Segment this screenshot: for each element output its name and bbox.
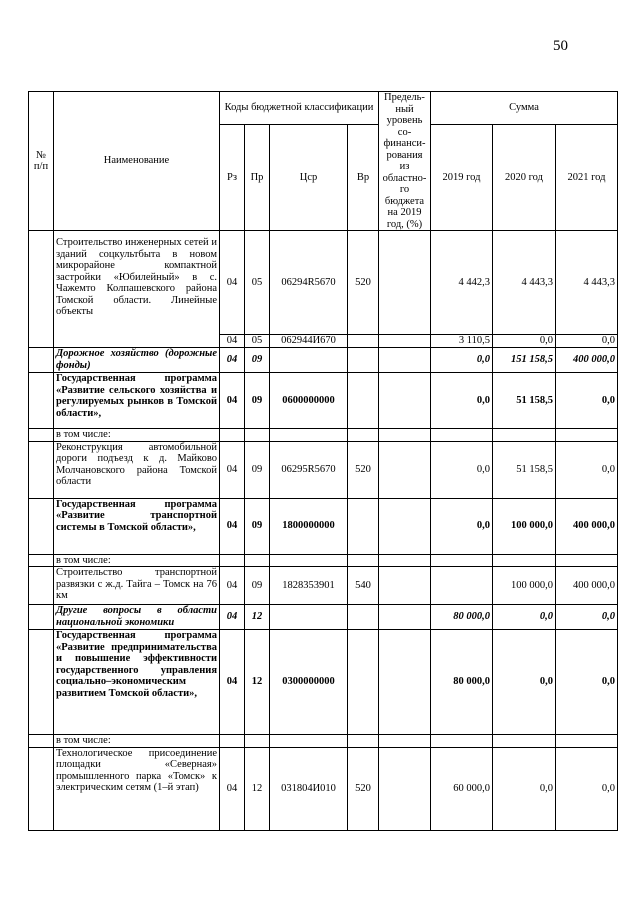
row-level (379, 348, 431, 373)
row-level (379, 441, 431, 498)
row-2021: 0,0 (556, 630, 618, 735)
row-pr: 09 (245, 498, 270, 554)
row-vr: 520 (348, 441, 379, 498)
row-csr: 06294R5670 (270, 231, 348, 335)
row-vr (348, 373, 379, 429)
header-2019: 2019 год (431, 124, 493, 230)
row-csr: 1828353901 (270, 567, 348, 605)
row-2021: 4 443,3 (556, 231, 618, 335)
row-no (29, 605, 54, 630)
row-2020: 0,0 (493, 605, 556, 630)
row-2020: 100 000,0 (493, 567, 556, 605)
row-csr: 0600000000 (270, 373, 348, 429)
row-2019 (431, 567, 493, 605)
row-2021: 0,0 (556, 441, 618, 498)
row-rz: 04 (220, 231, 245, 335)
row-pr: 05 (245, 231, 270, 335)
row-2020: 51 158,5 (493, 441, 556, 498)
table-row (29, 429, 618, 442)
row-rz: 04 (220, 605, 245, 630)
row-no (29, 348, 54, 373)
row-pr: 12 (245, 630, 270, 735)
row-2020: 51 158,5 (493, 373, 556, 429)
row-2020: 151 158,5 (493, 348, 556, 373)
row-level (379, 335, 431, 348)
row-vr: 520 (348, 747, 379, 830)
row-no (29, 429, 54, 442)
row-vr: 520 (348, 231, 379, 335)
table-row (29, 747, 618, 830)
row-2021: 0,0 (556, 747, 618, 830)
row-no (29, 441, 54, 498)
row-level (379, 747, 431, 830)
row-no (29, 498, 54, 554)
row-level (379, 567, 431, 605)
row-pr: 09 (245, 348, 270, 373)
row-no (29, 567, 54, 605)
row-2020: 0,0 (493, 747, 556, 830)
row-2019: 0,0 (431, 441, 493, 498)
row-no (29, 630, 54, 735)
row-pr: 12 (245, 605, 270, 630)
row-name: в том числе: (54, 554, 220, 567)
header-csr: Цср (270, 124, 348, 230)
header-rz: Рз (220, 124, 245, 230)
table-row (29, 231, 618, 335)
row-rz: 04 (220, 373, 245, 429)
row-2019: 80 000,0 (431, 605, 493, 630)
row-rz: 04 (220, 630, 245, 735)
row-vr: 540 (348, 567, 379, 605)
row-rz: 04 (220, 335, 245, 348)
row-csr: 1800000000 (270, 498, 348, 554)
row-csr (270, 348, 348, 373)
row-2019: 3 110,5 (431, 335, 493, 348)
row-csr (270, 605, 348, 630)
row-level (379, 498, 431, 554)
header-no: № п/п (29, 92, 54, 231)
header-2020: 2020 год (493, 124, 556, 230)
row-2020: 0,0 (493, 630, 556, 735)
row-vr (348, 630, 379, 735)
table-row (29, 348, 618, 373)
header-2021: 2021 год (556, 124, 618, 230)
row-name: Государственная программа «Развитие предпринимательства и повышение эффективности государственного управления социально–экономическим развитием Томской области», (54, 630, 220, 735)
row-csr: 0300000000 (270, 630, 348, 735)
row-no (29, 554, 54, 567)
header-sum: Сумма (431, 92, 618, 125)
row-2021: 400 000,0 (556, 567, 618, 605)
row-2021: 400 000,0 (556, 348, 618, 373)
row-2021: 0,0 (556, 335, 618, 348)
row-2021: 0,0 (556, 373, 618, 429)
row-vr (348, 335, 379, 348)
row-pr: 05 (245, 335, 270, 348)
row-name: Строительство инженерных сетей и зданий соцкультбыта в новом микрорайоне компактной застройки «Юбилейный» в с. Чажемто Колпашевского района Томской области. Линейные объекты (54, 231, 220, 348)
header-pr: Пр (245, 124, 270, 230)
row-vr (348, 348, 379, 373)
row-name: Строительство транспортной развязки с ж.д. Тайга – Томск на 76 км (54, 567, 220, 605)
row-vr (348, 498, 379, 554)
row-name: Государственная программа «Развитие сельского хозяйства и регулируемых рынков в Томской области», (54, 373, 220, 429)
table-row (29, 498, 618, 554)
table-row (29, 554, 618, 567)
row-2019: 4 442,3 (431, 231, 493, 335)
row-rz: 04 (220, 567, 245, 605)
row-csr: 062944И670 (270, 335, 348, 348)
row-pr: 12 (245, 747, 270, 830)
row-level (379, 373, 431, 429)
row-2020: 100 000,0 (493, 498, 556, 554)
row-2020: 4 443,3 (493, 231, 556, 335)
row-2019: 0,0 (431, 373, 493, 429)
row-2021: 400 000,0 (556, 498, 618, 554)
row-level (379, 605, 431, 630)
table-row (29, 735, 618, 748)
table-row (29, 630, 618, 735)
row-no (29, 231, 54, 348)
header-row-1 (29, 92, 618, 125)
table-row (29, 373, 618, 429)
table-row (29, 441, 618, 498)
row-name: Другие вопросы в области национальной экономики (54, 605, 220, 630)
row-2019: 60 000,0 (431, 747, 493, 830)
row-csr: 031804И010 (270, 747, 348, 830)
header-cofinancing-level: Предель-ный уровень со-финанси-рования из областно-го бюджета на 2019 год, (%) (379, 92, 431, 231)
table-row (29, 605, 618, 630)
row-2019: 0,0 (431, 498, 493, 554)
row-csr: 06295R5670 (270, 441, 348, 498)
header-vr: Вр (348, 124, 379, 230)
row-pr: 09 (245, 567, 270, 605)
row-no (29, 747, 54, 830)
row-no (29, 735, 54, 748)
row-pr: 09 (245, 373, 270, 429)
row-pr: 09 (245, 441, 270, 498)
row-rz: 04 (220, 498, 245, 554)
row-2020: 0,0 (493, 335, 556, 348)
row-2021: 0,0 (556, 605, 618, 630)
row-no (29, 373, 54, 429)
row-name: Реконструкция автомобильной дороги подъезд к д. Майково Молчановского района Томской области (54, 441, 220, 498)
row-2019: 80 000,0 (431, 630, 493, 735)
row-vr (348, 605, 379, 630)
row-name: в том числе: (54, 429, 220, 442)
row-level (379, 231, 431, 335)
page-number: 50 (553, 38, 568, 54)
row-level (379, 630, 431, 735)
budget-table (28, 91, 618, 831)
row-rz: 04 (220, 747, 245, 830)
header-codes: Коды бюджетной классификации (220, 92, 379, 125)
row-name: Государственная программа «Развитие транспортной системы в Томской области», (54, 498, 220, 554)
row-name: Технологическое присоединение площадки «Северная» промышленного парка «Томск» к электрическим сетям (1–й этап) (54, 747, 220, 830)
row-rz: 04 (220, 441, 245, 498)
row-name: Дорожное хозяйство (дорожные фонды) (54, 348, 220, 373)
row-name: в том числе: (54, 735, 220, 748)
header-name: Наименование (54, 92, 220, 231)
row-2019: 0,0 (431, 348, 493, 373)
table-row (29, 567, 618, 605)
row-rz: 04 (220, 348, 245, 373)
